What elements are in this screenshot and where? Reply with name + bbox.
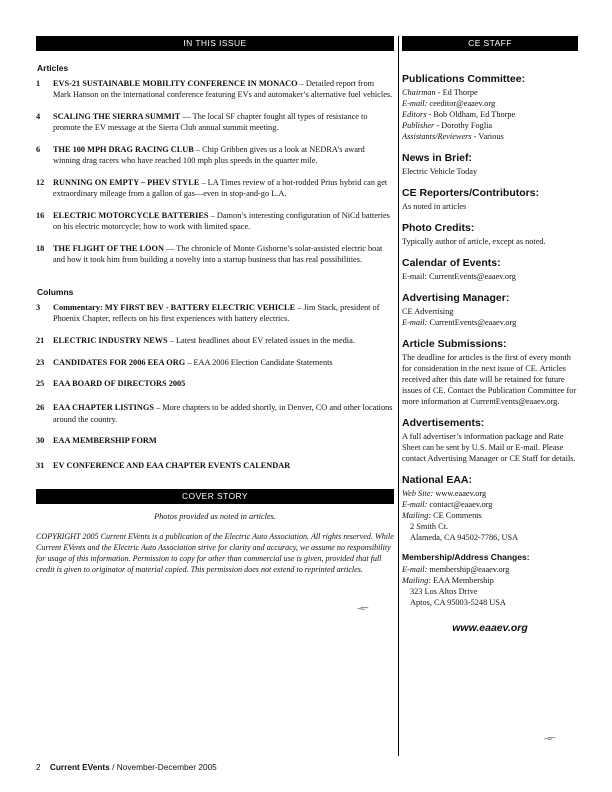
entry-description: – Jim Stack, president of Phoenix Chapter, reflects on his first experiences with battery electrics. — [53, 302, 380, 324]
page-ref-number: 16 — [36, 210, 45, 220]
copyright-notice: COPYRIGHT 2005 Current EVents is a publication of the Electric Auto Association. All rights reserved. While Current EVents and the Electric Auto Association strive for clarity and accuracy, we assume no responsibility for usage of this information. Permission to copy for other than commercial use is given, provided that full credit is given to originator of material copied. This permission does not extend to reprinted articles. — [36, 531, 394, 575]
membership-heading: Membership/Address Changes: — [402, 552, 530, 562]
article-entry — [36, 177, 394, 199]
article-entry — [36, 243, 394, 265]
left-column — [36, 36, 394, 576]
article-submissions-heading: Article Submissions: — [402, 338, 507, 350]
column-entry — [36, 302, 394, 324]
entry-text — [53, 302, 394, 324]
issue-date: / November-December 2005 — [109, 762, 217, 772]
entry-title: THE 100 MPH DRAG RACING CLUB — [53, 144, 194, 154]
in-this-issue-header: IN THIS ISSUE — [36, 36, 394, 51]
column-entry — [36, 435, 394, 446]
entry-text — [53, 111, 394, 133]
entry-title: ELECTRIC INDUSTRY NEWS — [53, 335, 168, 345]
entry-description: – Damon’s interesting configuration of NiCd batteries on his electric motorcycle; how to work with limited space. — [53, 210, 390, 231]
columns-list — [36, 302, 394, 471]
page-ref-number: 21 — [36, 335, 45, 345]
entry-text — [53, 210, 394, 232]
right-column — [402, 36, 578, 634]
page-ref-number: 18 — [36, 243, 45, 253]
publication-name: Current EVents — [49, 762, 110, 772]
article-entry — [36, 144, 394, 166]
page-ref-number: 30 — [36, 436, 45, 446]
entry-description: – More chapters to be added shortly, in Denver, CO and other locations around the country. — [53, 403, 393, 424]
page-ref-number: 25 — [36, 379, 45, 389]
article-submissions-text: The deadline for articles is the first of every month for consideration in the next issue of CE. Articles received after this date will be retained for future issues of CE. Contact the Publication Committee for more information at CurrentEvents@eaaev.org. — [402, 353, 577, 406]
page-ref-number: 23 — [36, 357, 45, 367]
entry-text — [53, 335, 394, 346]
photo-credits-text: Typically author of article, except as noted. — [402, 237, 546, 246]
article-entry — [36, 210, 394, 232]
articles-list — [36, 78, 394, 265]
columns-label: Columns — [37, 286, 74, 297]
entry-title: EVS-21 SUSTAINABLE MOBILITY CONFERENCE IN MONACO — [53, 79, 298, 88]
chairman-line: Chairman - Ed Thorpe — [402, 88, 478, 97]
cover-story-header: COVER STORY — [36, 489, 394, 504]
national-address-line1: 2 Smith Ct. — [410, 522, 449, 531]
column-entry — [36, 460, 394, 471]
entry-text — [53, 435, 394, 446]
publisher-line: Publisher - Dorothy Foglia — [402, 121, 493, 130]
advertising-manager-email: E-mail: CurrentEvents@eaaev.org — [402, 318, 517, 327]
entry-title: EAA MEMBERSHIP FORM — [53, 436, 157, 446]
advertisements-heading: Advertisements: — [402, 417, 485, 429]
calendar-text: E-mail: CurrentEvents@eaaev.org — [402, 272, 516, 281]
advertising-manager-heading: Advertising Manager: — [402, 292, 510, 304]
assistants-line: Assistants/Reviewers - Various — [402, 132, 504, 141]
column-entry — [36, 378, 394, 389]
entry-description: – EAA 2006 Election Candidate Statements — [185, 357, 333, 367]
entry-description: – Latest headlines about EV related issues in the media. — [167, 335, 355, 345]
advertising-manager-name: CE Advertising — [402, 307, 454, 316]
committee-email-line: E-mail: ceeditor@eaaev.org — [402, 99, 496, 108]
article-entry — [36, 111, 394, 133]
entry-title: Commentary: MY FIRST BEV - BATTERY ELECTRIC VEHICLE — [53, 302, 296, 312]
national-mailing-line: Mailing: CE Comments — [402, 511, 482, 520]
entry-title: CANDIDATES FOR 2006 EEA ORG — [53, 357, 186, 367]
entry-title: THE FLIGHT OF THE LOON — [53, 243, 164, 253]
national-address-line2: Alameda, CA 94502-7786, USA — [410, 533, 519, 542]
cover-caption: Photos provided as noted in articles. — [154, 511, 276, 521]
column-entry — [36, 357, 394, 368]
column-entry — [36, 335, 394, 346]
end-mark-ornament-right: ~≈~ — [543, 733, 556, 744]
membership-mailing-line: Mailing: EAA Membership — [402, 576, 494, 585]
entry-text — [53, 78, 394, 100]
entry-description: — The chronicle of Monte Gisborne’s solar-assisted electric boat and how it took him from building a novelty into a startup business that has real possibilities. — [53, 243, 383, 264]
entry-description: — The local SF chapter fought all types of resistance to promote the EV message at the Sierra Club annual summit meeting. — [53, 111, 368, 133]
ce-staff-header: CE STAFF — [402, 36, 578, 51]
entry-title: EV CONFERENCE AND EAA CHAPTER EVENTS CALENDAR — [53, 460, 291, 470]
entry-text — [53, 357, 394, 368]
entry-text — [53, 402, 394, 424]
membership-email-line: E-mail: membership@eaaev.org — [402, 565, 510, 574]
page-ref-number: 12 — [36, 177, 45, 187]
reporters-text: As noted in articles — [402, 202, 467, 211]
article-entry — [36, 78, 394, 100]
entry-title: ELECTRIC MOTORCYCLE BATTERIES — [53, 210, 209, 220]
page-ref-number: 1 — [36, 79, 41, 88]
membership-address-line2: Aptos, CA 95003-5248 USA — [410, 598, 506, 607]
entry-description: – LA Times review of a hot-rodded Prius hybrid can get extraordinary mileage from a gallon of gas—even in stop-and-go L.A. — [53, 177, 388, 198]
website-url[interactable]: www.eaaev.org — [452, 622, 528, 634]
page-ref-number: 26 — [36, 403, 45, 413]
entry-title: EAA CHAPTER LISTINGS — [53, 403, 154, 413]
entry-title: EAA BOARD OF DIRECTORS 2005 — [53, 379, 186, 389]
entry-title: RUNNING ON EMPTY – PHEV STYLE — [53, 177, 200, 187]
publications-committee-heading: Publications Committee: — [402, 73, 526, 85]
editors-line: Editors - Bob Oldham, Ed Thorpe — [402, 110, 516, 119]
national-eaa-heading: National EAA: — [402, 474, 473, 486]
page-ref-number: 3 — [36, 302, 41, 312]
entry-description: – Detailed report from Mark Hanson on the international conference featuring EVs and automaker’s alternative fuel vehicles. — [53, 79, 393, 100]
entry-description: – Chip Gribben gives us a look at NEDRA’s award winning drag racers who have reached 100 mph plus speeds in the quarter mile. — [53, 144, 365, 166]
page-number: 2 — [36, 762, 41, 772]
page-ref-number: 6 — [36, 144, 41, 154]
membership-address-line1: 323 Los Altos Drive — [410, 587, 478, 596]
articles-label: Articles — [37, 63, 69, 73]
news-in-brief-heading: News in Brief: — [402, 152, 473, 164]
calendar-heading: Calendar of Events: — [402, 257, 501, 269]
advertisements-text: A full advertiser’s information package and Rate Sheet can be sent by U.S. Mail or E-mail. Please contact Advertising Manager or CE Staff for details. — [402, 432, 576, 463]
entry-title: SCALING THE SIERRA SUMMIT — [53, 111, 181, 121]
entry-text — [53, 243, 394, 265]
photo-credits-heading: Photo Credits: — [402, 222, 475, 234]
news-in-brief-text: Electric Vehicle Today — [402, 167, 478, 176]
entry-text — [53, 177, 394, 199]
national-website-line: Web Site: www.eaaev.org — [402, 489, 487, 498]
national-email-line: E-mail: contact@eaaev.org — [402, 500, 493, 509]
page-ref-number: 4 — [36, 111, 41, 121]
entry-text — [53, 144, 394, 166]
page-footer — [36, 762, 217, 772]
end-mark-ornament: ~≈~ — [356, 603, 369, 614]
entry-text — [53, 378, 394, 389]
reporters-heading: CE Reporters/Contributors: — [402, 187, 540, 199]
entry-text — [53, 460, 394, 471]
page-ref-number: 31 — [36, 460, 45, 470]
column-entry — [36, 402, 394, 424]
column-divider — [398, 36, 399, 756]
